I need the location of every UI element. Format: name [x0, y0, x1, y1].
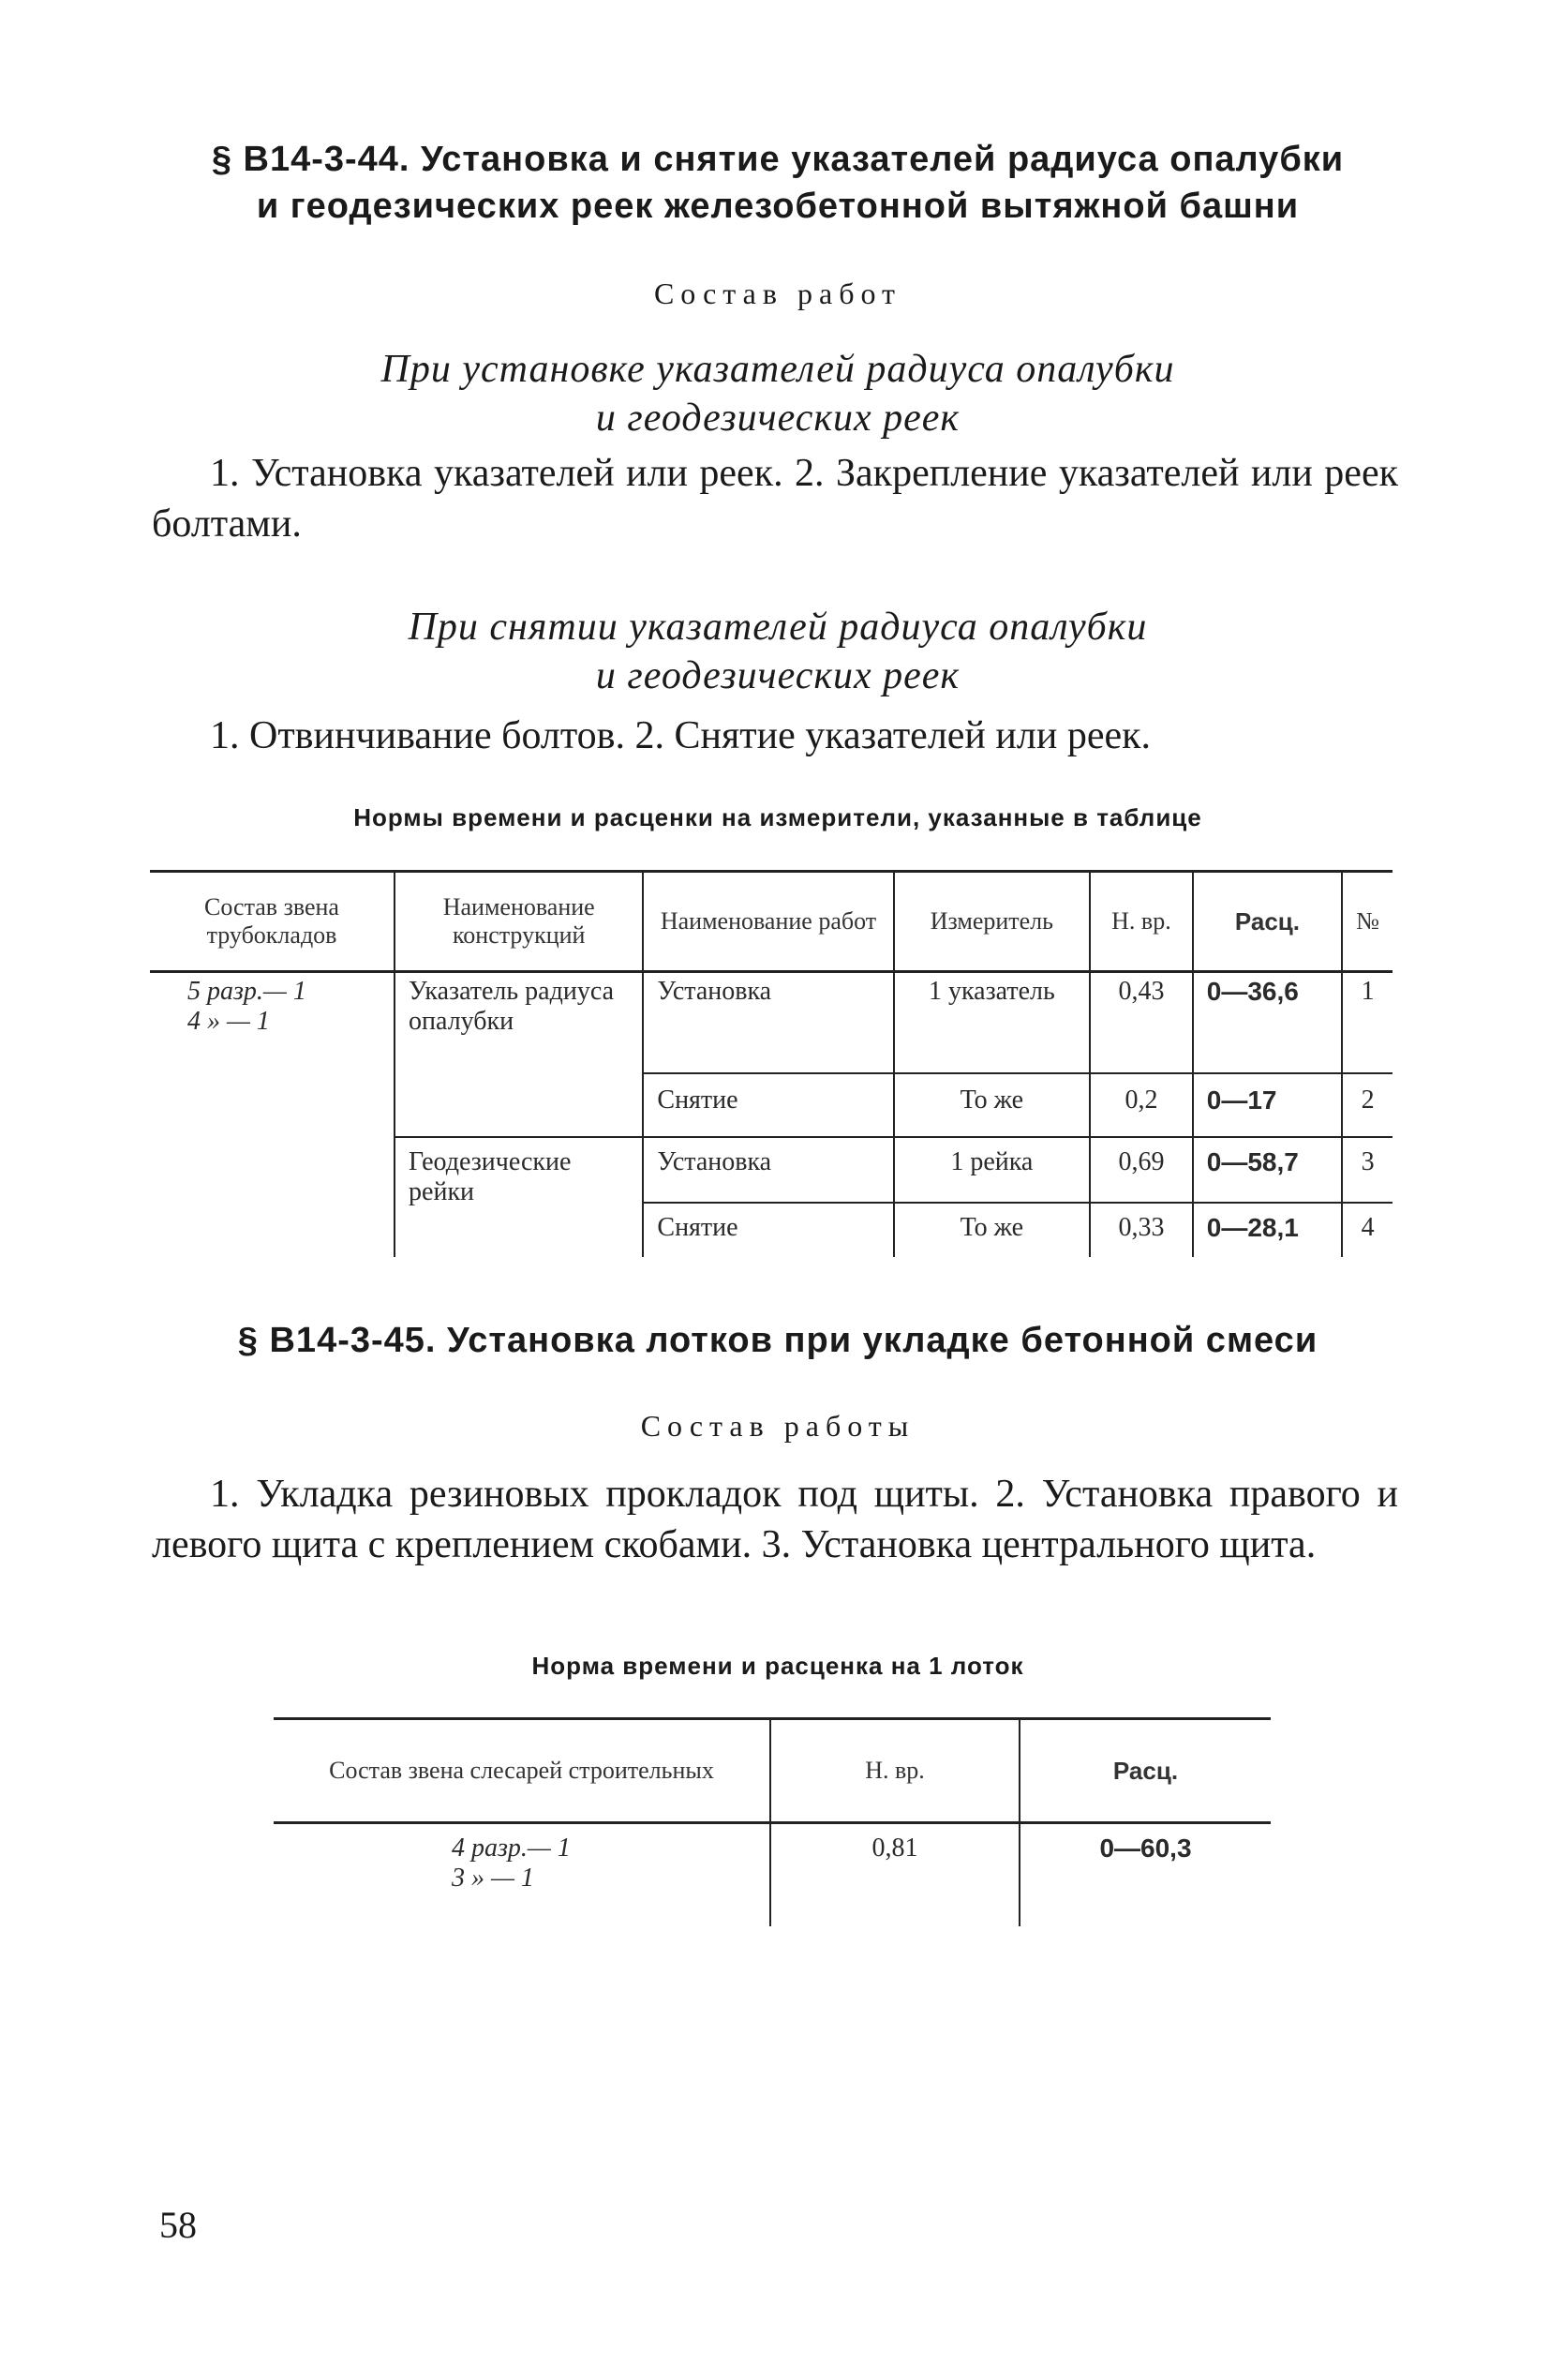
rate-cell: 0—58,7 — [1193, 1137, 1342, 1203]
heading-line: § В14-3-44. Установка и снятие указателей радиуса опалубки — [211, 140, 1345, 179]
rate-cell: 0—28,1 — [1193, 1203, 1342, 1257]
norm-cell: 0,2 — [1090, 1073, 1193, 1137]
composition-title: Состав работ — [653, 277, 902, 310]
rate-cell: 0—17 — [1193, 1073, 1342, 1137]
norm-cell: 0,81 — [770, 1823, 1020, 1926]
norms-table-2 — [274, 1717, 1271, 1926]
unit-cell: То же — [894, 1203, 1091, 1257]
work-cell: Снятие — [643, 1073, 893, 1137]
removal-subheading — [150, 603, 1406, 700]
subheading-line: При установке указателей радиуса опалубки — [380, 348, 1175, 391]
table-caption-2: Норма времени и расценка на 1 лоток — [531, 1652, 1024, 1680]
unit-cell: 1 рейка — [894, 1137, 1091, 1203]
install-steps: 1. Установка указателей или реек. 2. Закрепление указателей или реек болтами. — [152, 452, 1398, 546]
work-cell: Установка — [643, 972, 893, 1073]
subheading-line: и геодезических реек — [595, 654, 961, 697]
norm-cell: 0,33 — [1090, 1203, 1193, 1257]
num-cell: 2 — [1342, 1073, 1393, 1137]
col-header-construction: Наименование конструкций — [395, 872, 643, 972]
crew-cell — [274, 1823, 770, 1926]
subheading-line: При снятии указателей радиуса опалубки — [408, 606, 1148, 649]
col-header-rate: Расц. — [1020, 1719, 1271, 1823]
norms-table-1 — [150, 870, 1393, 1257]
num-cell: 1 — [1342, 972, 1393, 1073]
norm-cell: 0,69 — [1090, 1137, 1193, 1203]
section-heading-2: § В14-3-45. Установка лотков при укладке бетонной смеси — [237, 1321, 1318, 1360]
subheading-line: и геодезических реек — [595, 397, 961, 440]
crew-line: 3 » — 1 — [452, 1864, 534, 1893]
table-row — [150, 972, 1393, 1073]
crew-line: 5 разр.— 1 — [187, 977, 306, 1006]
col-header-norm: Н. вр. — [1090, 872, 1193, 972]
work-cell: Установка — [643, 1137, 893, 1203]
removal-steps: 1. Отвинчивание болтов. 2. Снятие указателей или реек. — [210, 714, 1152, 757]
col-header-crew: Состав звена трубокладов — [150, 872, 395, 972]
work-cell: Снятие — [643, 1203, 893, 1257]
construction-cell: Указатель радиуса опалубки — [395, 972, 643, 1137]
table-caption-1: Нормы времени и расценки на измерители, указанные в таблице — [353, 803, 1202, 831]
norm-cell: 0,43 — [1090, 972, 1193, 1073]
unit-cell: 1 указатель — [894, 972, 1091, 1073]
crew-line: 4 » — 1 — [187, 1007, 270, 1036]
install-subheading — [150, 345, 1406, 442]
heading-line: и геодезических реек железобетонной вытяжной башни — [256, 187, 1300, 226]
crew-line: 4 разр.— 1 — [452, 1834, 571, 1863]
section-heading-1 — [150, 136, 1406, 230]
unit-cell: То же — [894, 1073, 1091, 1137]
col-header-unit: Измеритель — [894, 872, 1091, 972]
col-header-work: Наименование работ — [643, 872, 893, 972]
composition-title-2: Состав работы — [640, 1409, 916, 1443]
col-header-rate: Расц. — [1193, 872, 1342, 972]
num-cell: 4 — [1342, 1203, 1393, 1257]
work-steps-2: 1. Укладка резиновых прокладок под щиты. 2. Установка правого и левого щита с креплением скобами. 3. Установка центрального щита. — [152, 1473, 1398, 1566]
rate-cell: 0—36,6 — [1193, 972, 1342, 1073]
table-row — [274, 1823, 1271, 1926]
page-number: 58 — [159, 2204, 197, 2246]
col-header-crew: Состав звена слесарей строительных — [274, 1719, 770, 1823]
rate-cell: 0—60,3 — [1020, 1823, 1271, 1926]
num-cell: 3 — [1342, 1137, 1393, 1203]
col-header-num: № — [1342, 872, 1393, 972]
crew-cell — [150, 972, 395, 1257]
col-header-norm: Н. вр. — [770, 1719, 1020, 1823]
construction-cell: Геодезические рейки — [395, 1137, 643, 1257]
